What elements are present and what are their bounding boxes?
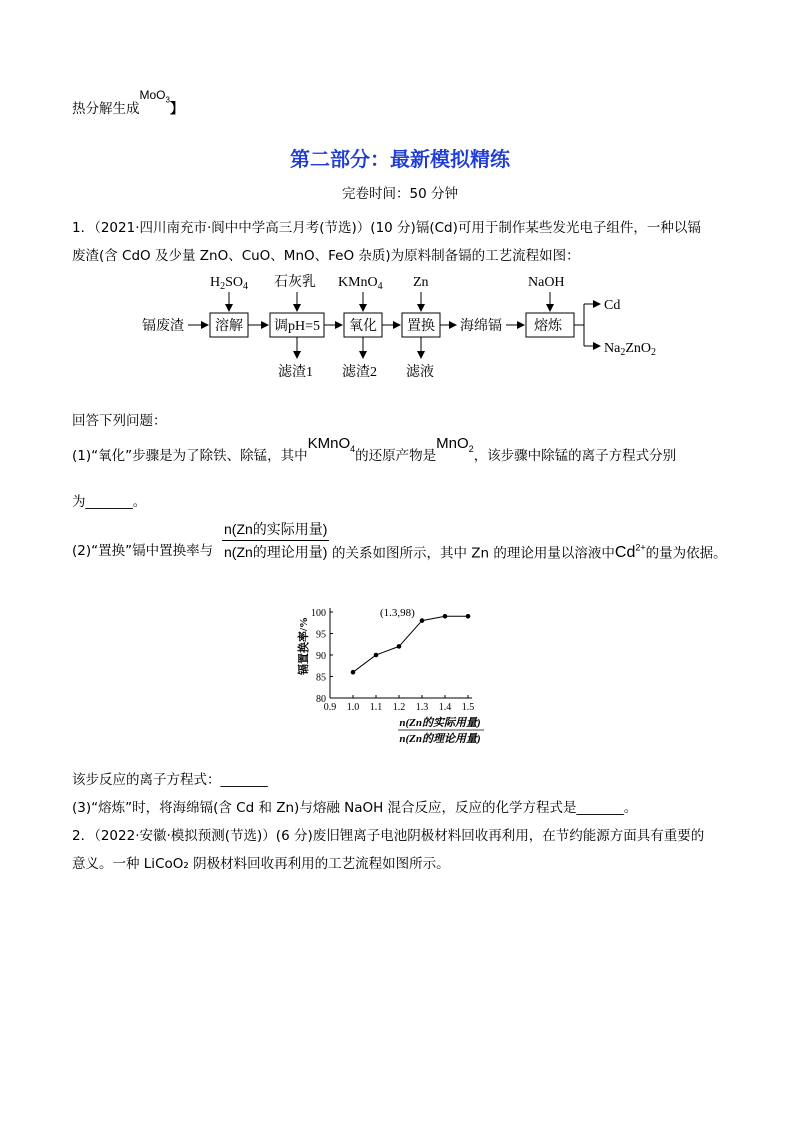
flow-step-adjust-ph: 调pH=5	[274, 319, 321, 334]
chart-y-tick-label: 95	[316, 629, 326, 641]
top-line-text: 热分解生成	[72, 101, 140, 117]
fraction-denominator: n(Zn的理论用量)	[224, 544, 328, 560]
chart-data-point	[351, 670, 356, 675]
chart-xlabel-denominator: n(Zn的理论用量)	[399, 733, 481, 745]
flow-step-dissolve: 溶解	[215, 319, 243, 334]
chart-ylabel: 镉置换率/%	[298, 616, 310, 676]
chart-x-tick-label: 1.2	[392, 702, 406, 713]
flow-step-replace: 置换	[407, 319, 435, 334]
chart-series-line	[353, 616, 468, 672]
flow-waste-residue1: 滤渣1	[278, 365, 313, 380]
answer-intro: 回答下列问题：	[72, 413, 167, 429]
q1-part1-text-b: 的还原产物是	[355, 448, 437, 464]
chart-data-point	[397, 644, 402, 649]
time-line: 完卷时间：50 分钟	[342, 186, 458, 202]
q1-part2-equation: 该步反应的离子方程式：_______	[72, 772, 268, 788]
flow-product-cd: Cd	[604, 298, 621, 313]
replacement-rate-chart	[290, 596, 510, 748]
chart-x-tick-label: 1.3	[415, 702, 429, 713]
q1-part1-text-a: (1)“氧化”步骤是为了除铁、除锰，其中	[72, 448, 308, 464]
flow-product-na2zno2: $Na_2ZnO_2$	[604, 341, 656, 358]
top-line-bracket: 】	[169, 101, 184, 117]
flow-waste-residue2: 滤渣2	[342, 365, 377, 380]
q1-part1-line2: 为_______。	[72, 494, 147, 510]
process-flow-diagram	[130, 268, 690, 388]
chart-data-point	[443, 614, 448, 619]
chart-y-tick-label: 85	[316, 672, 326, 684]
flow-step-oxidize: 氧化	[349, 319, 377, 334]
mno2-formula: MnO$_2$	[436, 435, 474, 454]
kmno4-formula: KMnO$_4$	[307, 435, 356, 454]
flow-reagent-zn: Zn	[413, 275, 429, 290]
flow-intermediate-label: 海绵镉	[460, 319, 502, 334]
q1-part1	[72, 435, 677, 467]
chart-annotation: (1.3,98)	[380, 607, 415, 619]
q1-line2: 废渣(含 CdO 及少量 ZnO、CuO、MnO、FeO 杂质)为原料制备镉的工艺流程如图：	[72, 248, 580, 264]
chart-data-point	[374, 653, 379, 658]
flow-reagent-naoh: NaOH	[528, 275, 565, 290]
q2-line1: 2．（2022·安徽·模拟预测(节选)）(6 分)废旧锂离子电池阴极材料回收再利用，在节约能源方面具有重要的	[72, 828, 705, 844]
chart-data-point	[466, 614, 471, 619]
chart-y-tick-label: 80	[316, 694, 326, 705]
zn-ratio-fraction	[222, 519, 329, 562]
fraction-numerator: n(Zn的实际用量)	[222, 519, 329, 541]
q1-part2-text-b: 的关系如图所示，其中 Zn 的理论用量以溶液中$Cd^{2+}$的量为依据。	[332, 543, 727, 562]
flow-reagent-kmno4: KMnO$_4$	[338, 275, 383, 292]
chart-x-tick-label: 1.1	[369, 702, 383, 713]
flow-waste-filtrate: 滤液	[406, 365, 434, 380]
chart-xlabel-numerator: n(Zn的实际用量)	[399, 717, 481, 729]
section-title: 第二部分：最新模拟精练	[290, 147, 510, 171]
cd2-ion: $Cd^{2+}$	[614, 543, 646, 562]
top-line-formula: MoO$_3$	[139, 88, 170, 105]
flow-start-label: 镉废渣	[142, 319, 184, 334]
top-line	[72, 88, 184, 119]
flow-reagent-lime: 石灰乳	[274, 275, 316, 290]
chart-y-tick-label: 100	[311, 608, 326, 619]
q1-part1-text-c: ，该步骤中除锰的离子方程式分别	[473, 448, 677, 464]
q1-line1: 1．（2021·四川南充市·阆中中学高三月考(节选)）(10 分)镉(Cd)可用于制作某些发光电子组件，一种以镉	[72, 220, 701, 236]
q1-part3: (3)“熔炼”时，将海绵镉(含 Cd 和 Zn)与熔融 NaOH 混合反应，反应的化学方程式是_______。	[72, 800, 638, 816]
q1-part2-text-a: (2)“置换”镉中置换率与	[72, 543, 214, 559]
chart-x-tick-label: 1.0	[346, 702, 360, 713]
chart-y-tick-label: 90	[316, 651, 326, 662]
chart-x-tick-label: 0.9	[323, 702, 337, 713]
chart-x-tick-label: 1.5	[461, 702, 475, 713]
chart-data-point	[420, 618, 425, 623]
q2-line2: 意义。一种 LiCoO₂ 阴极材料回收再利用的工艺流程如图所示。	[72, 856, 450, 872]
flow-reagent-h2so4: $H_2SO_4$	[210, 275, 249, 292]
chart-x-tick-label: 1.4	[438, 702, 452, 713]
flow-step-smelt: 熔炼	[534, 319, 562, 334]
